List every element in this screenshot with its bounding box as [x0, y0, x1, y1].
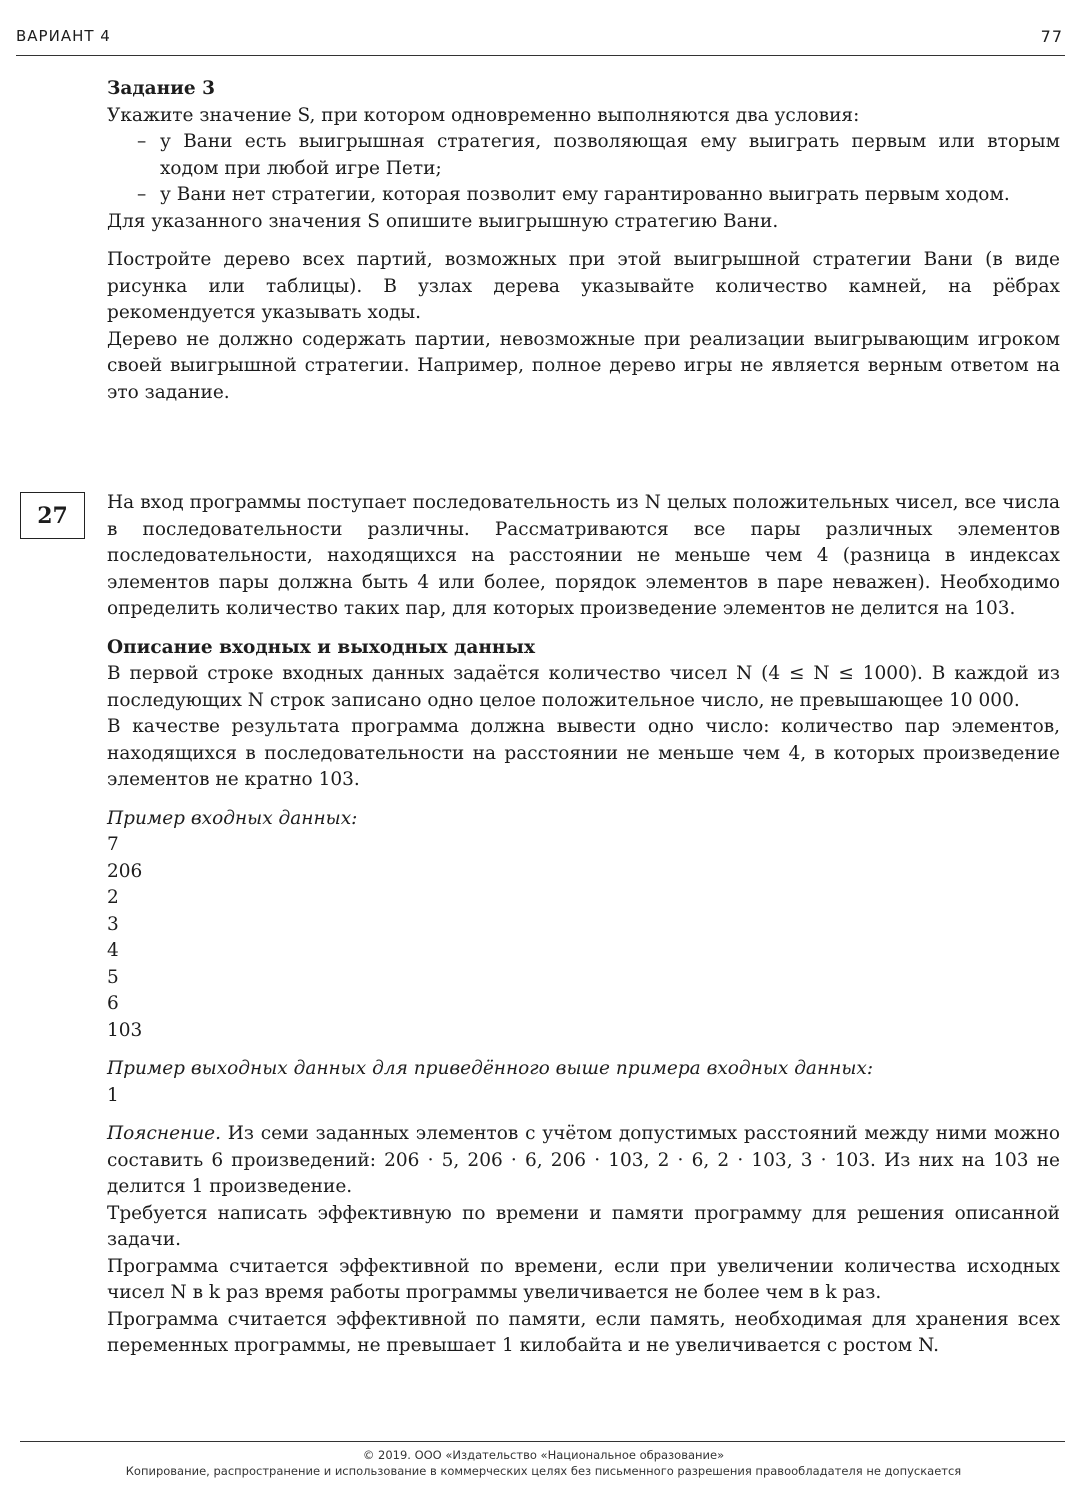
sample-output: [107, 1083, 1060, 1110]
sample-input-label: Пример входных данных:: [107, 807, 358, 829]
footer-notice: Копирование, распространение и использование в коммерческих целях без письменного разрешения правообладателя не допускается: [125, 1464, 962, 1478]
sample-output-label: Пример выходных данных для приведённого выше примера входных данных:: [107, 1058, 874, 1079]
sample-input-line: 4: [107, 940, 119, 961]
time-efficiency: Программа считается эффективной по времени, если при увеличении количества исходных чисел N в k раз время работы программы увеличивается не более чем в k раз.: [107, 1255, 1060, 1303]
task-number-box: 27: [20, 492, 85, 539]
variant-label: ВАРИАНТ 4: [16, 27, 111, 45]
page-number: 77: [1040, 27, 1063, 46]
task3-condition-1: – у Вани есть выигрышная стратегия, позволяющая ему выиграть первым или вторым ходом при любой игре Пети;: [107, 129, 1060, 182]
io-title: Описание входных и выходных данных: [107, 636, 536, 658]
explanation: [107, 1121, 1060, 1201]
task27-statement: На вход программы поступает последовательность из N целых положительных чисел, все числа в последовательности различны. Рассматриваются все пары различных элементов последовательности, находящихся на расстоянии не меньше чем 4 (разница в индексах элементов пары должна быть 4 или более, порядок элементов в паре неважен). Необходимо определить количество таких пар, для которых произведение элементов не делится на 103.: [107, 492, 1060, 619]
sample-input-line: 5: [107, 966, 119, 988]
task3-describe: Для указанного значения S опишите выигрышную стратегию Вани.: [107, 210, 779, 232]
task3-conditions: [107, 129, 1060, 209]
output-description: В качестве результата программа должна вывести одно число: количество пар элементов, находящихся в последовательности на расстоянии не меньше чем 4, в которых произведение элементов не кратно 103.: [107, 716, 1060, 790]
task3-tree-note: Дерево не должно содержать партии, невозможные при реализации выигрывающим игроком своей выигрышной стратегии. Например, полное дерево игры не является верным ответом на это задание.: [107, 328, 1060, 403]
sample-input-line: 6: [107, 993, 119, 1014]
sample-input-line: 206: [107, 860, 143, 882]
task3-tree-instruction: Постройте дерево всех партий, возможных при этой выигрышной стратегии Вани (в виде рисунка или таблицы). В узлах дерева указывайте количество камней, на рёбрах рекомендуется указывать ходы.: [107, 249, 1060, 323]
memory-efficiency: Программа считается эффективной по памяти, если память, необходимая для хранения всех переменных программы, не превышает 1 килобайта и не увеличивается с ростом N.: [107, 1308, 1060, 1356]
task27-section: [107, 490, 1060, 1360]
sample-output-line: 1: [107, 1084, 119, 1106]
footer-copyright: © 2019. ООО «Издательство «Национальное образование»: [362, 1448, 725, 1462]
explanation-label: Пояснение.: [107, 1123, 221, 1144]
task3-title: Задание 3: [107, 78, 215, 99]
sample-input-line: 103: [107, 1019, 143, 1041]
input-description: В первой строке входных данных задаётся количество чисел N (4 ≤ N ≤ 1000). В каждой из последующих N строк записано одно целое положительное число, не превышающее 10 000.: [107, 663, 1060, 711]
sample-input-line: 7: [107, 834, 119, 855]
footer-divider: [20, 1441, 1065, 1442]
sample-input-line: 3: [107, 913, 119, 935]
task3-section: [107, 76, 1060, 406]
task3-intro: Укажите значение S, при котором одновременно выполняются два условия:: [107, 104, 860, 126]
task3-condition-2: – у Вани нет стратегии, которая позволит ему гарантированно выиграть первым ходом.: [107, 182, 1060, 209]
requirement: Требуется написать эффективную по времени и памяти программу для решения описанной задачи.: [107, 1202, 1060, 1250]
sample-input: [107, 832, 1060, 1044]
sample-input-line: 2: [107, 887, 119, 908]
explanation-text: Из семи заданных элементов с учётом допустимых расстояний между ними можно составить 6 произведений: 206 · 5, 206 · 6, 206 · 103, 2 · 6, 2 · 103, 3 · 103. Из них на 103 не делится 1 произведение.: [107, 1123, 1060, 1197]
page-header: [16, 25, 1065, 56]
